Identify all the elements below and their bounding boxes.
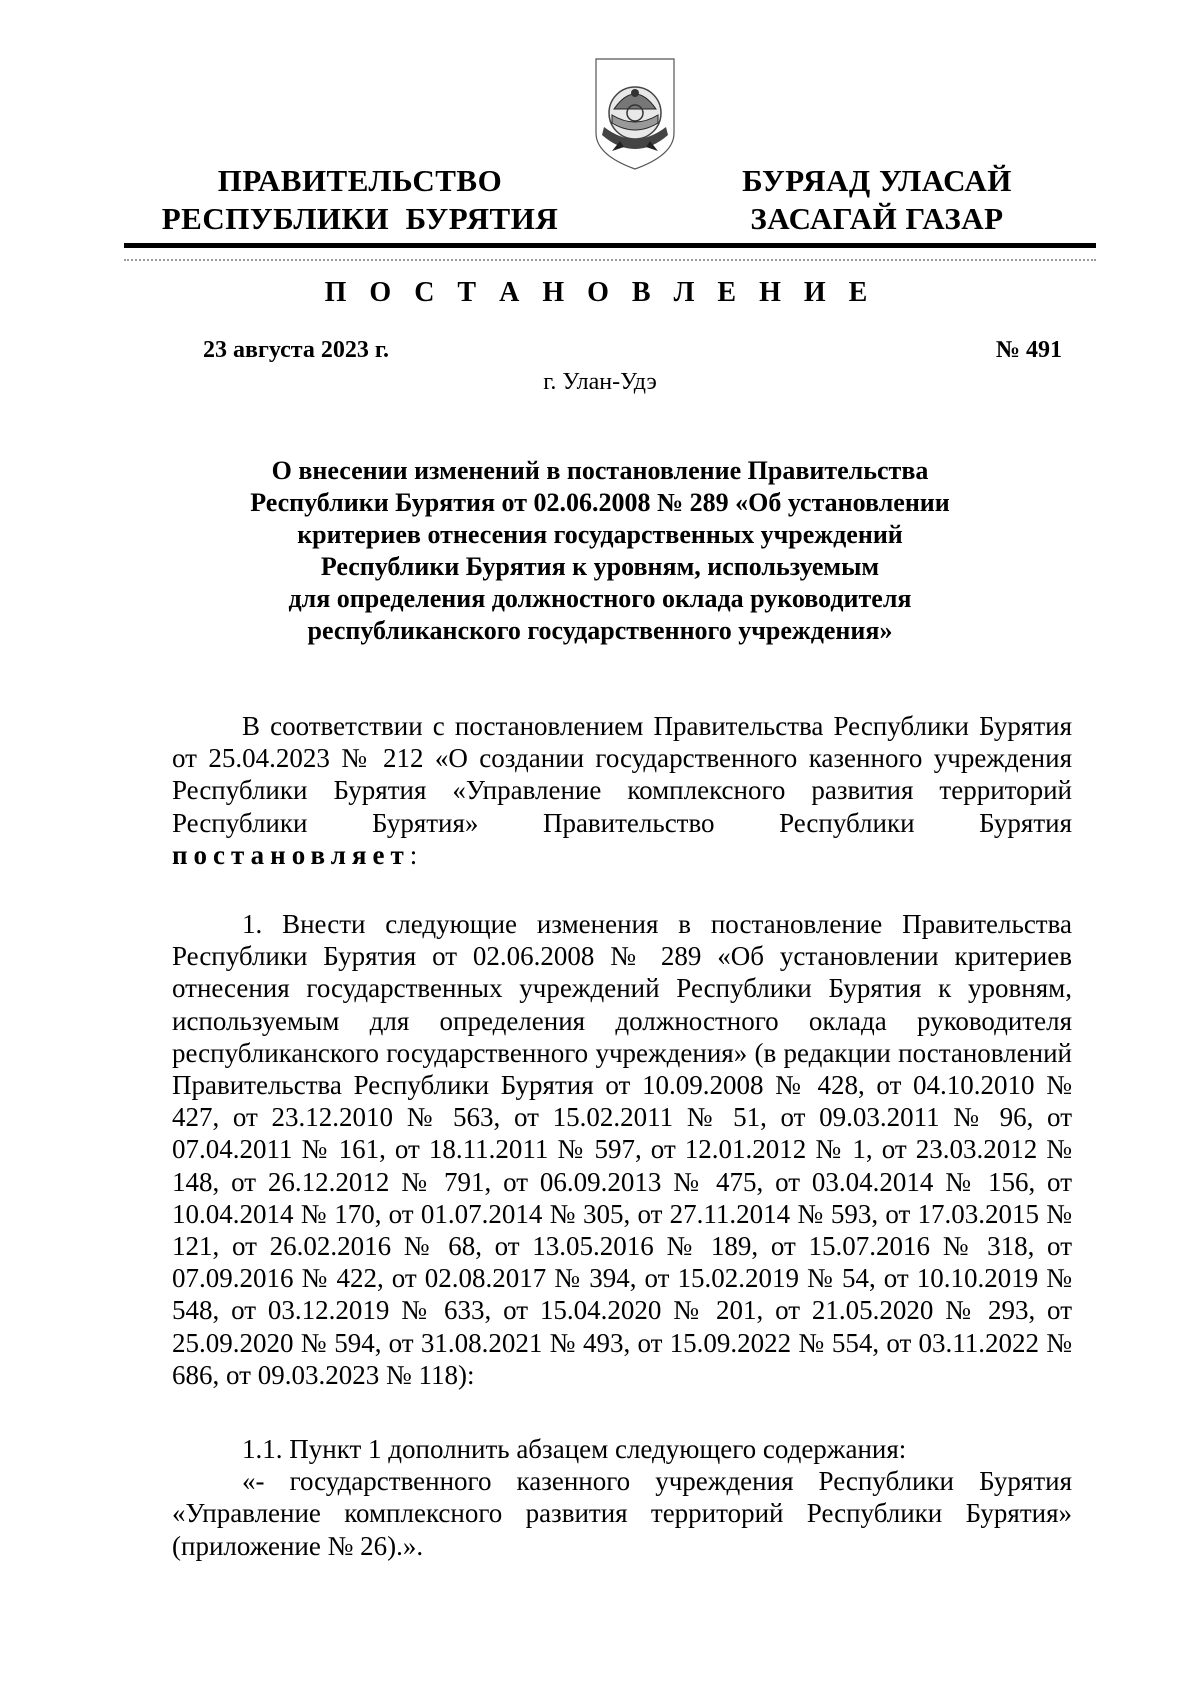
document-date: 23 августа 2023 г.	[203, 337, 390, 363]
document-type: П О С Т А Н О В Л Е Н И Е	[324, 277, 876, 308]
title-line: Республики Бурятия к уровням, используемым	[320, 552, 880, 581]
org-name-bua-line1: БУРЯАД УЛАСАЙ	[742, 163, 1012, 198]
title-line: критериев отнесения государственных учреждений	[297, 520, 903, 549]
document-city: г. Улан-Удэ	[543, 369, 657, 395]
item-1-text: 1. Внести следующие изменения в постановление Правительства Республики Бурятия от 02.06.2008 № 289 «Об установлении критериев отнесения государственных учреждений Республики Бурятия к уровням, используемым для определения должностного оклада руководителя республиканского государственного учреждения» (в редакции постановлений Правительства Республики Бурятия от 10.09.2008 № 428, от 04.10.2010 № 427, от 23.12.2010 № 563, от 15.02.2011 № 51, от 09.03.2011 № 96, от 07.04.2011 № 161, от 18.11.2011 № 597, от 12.01.2012 № 1, от 23.03.2012 № 148, от 26.12.2012 № 791, от 06.09.2013 № 475, от 03.04.2014 № 156, от 10.04.2014 № 170, от 01.07.2014 № 305, от 27.11.2014 № 593, от 17.03.2015 № 121, от 26.02.2016 № 68, от 13.05.2016 № 189, от 15.07.2016 № 318, от 07.09.2016 № 422, от 02.08.2017 № 394, от 15.02.2019 № 54, от 10.10.2019 № 548, от 03.12.2019 № 633, от 15.04.2020 № 201, от 21.05.2020 № 293, от 25.09.2020 № 594, от 31.08.2021 № 493, от 15.09.2022 № 554, от 03.11.2022 № 686, от 09.03.2023 № 118):	[172, 909, 1072, 1390]
title-line: О внесении изменений в постановление Правительства	[271, 456, 929, 485]
document-number: № 491	[995, 337, 1062, 363]
org-name-bua	[712, 162, 1042, 238]
preamble-text: В соответствии с постановлением Правительства Республики Бурятия от 25.04.2023 № 212 «О создании государственного казенного учреждения Республики Бурятия «Управление комплексного развития территорий Республики Бурятия» Правительство Республики Бурятия	[172, 711, 1072, 838]
item-1-1-block	[172, 1433, 1072, 1562]
header-divider-thin	[124, 259, 1096, 261]
resolves-word: постановляет	[172, 839, 410, 870]
org-name-ru-line2: РЕСПУБЛИКИ БУРЯТИЯ	[161, 201, 559, 236]
title-line: Республики Бурятия от 02.06.2008 № 289 «Об установлении	[250, 488, 950, 517]
resolves-colon: :	[409, 839, 418, 870]
title-line: для определения должностного оклада руководителя	[288, 584, 912, 613]
org-name-ru	[160, 162, 560, 238]
preamble-paragraph	[172, 710, 1072, 871]
org-name-ru-line1: ПРАВИТЕЛЬСТВО	[217, 163, 503, 198]
item-1-1-text: 1.1. Пункт 1 дополнить абзацем следующего содержания:	[242, 1434, 907, 1464]
coat-of-arms-buryatia-icon	[590, 55, 680, 173]
header-divider-thick	[124, 243, 1096, 248]
org-name-bua-line2: ЗАСАГАЙ ГАЗАР	[750, 201, 1004, 236]
item-1-paragraph	[172, 908, 1072, 1391]
title-line: республиканского государственного учреждения»	[307, 616, 893, 645]
document-title	[170, 455, 1030, 647]
item-1-1-quote: «- государственного казенного учреждения Республики Бурятия «Управление комплексного развития территорий Республики Бурятия» (приложение № 26).».	[172, 1466, 1072, 1561]
